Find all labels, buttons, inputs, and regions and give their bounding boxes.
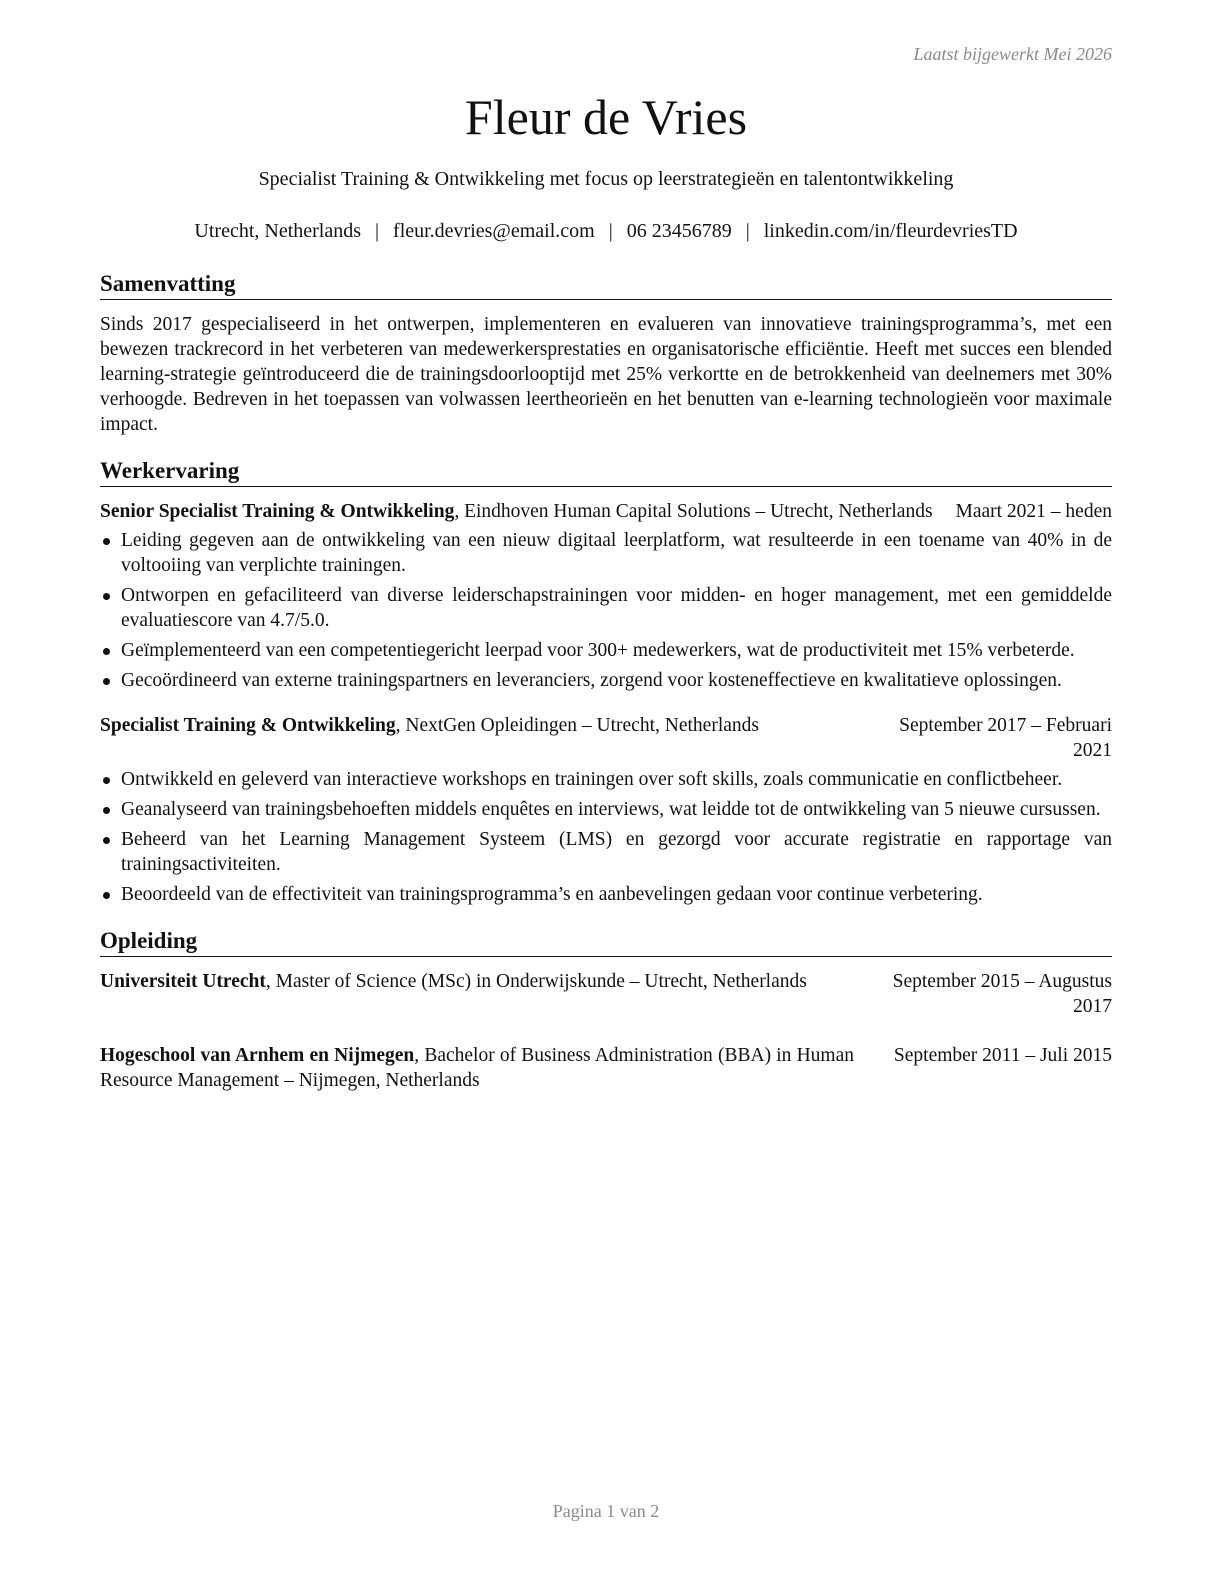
bullet-item: Beheerd van het Learning Management Systeem (LMS) en gezorgd voor accurate registratie en rapportage van trainingsactiviteiten. xyxy=(100,827,1112,877)
separator: | xyxy=(375,220,380,242)
education-dates: September 2015 – Augustus 2017 xyxy=(892,971,1112,1017)
bullet-item: Geanalyseerd van trainingsbehoeften middels enquêtes en interviews, wat leidde tot de ontwikkeling van 5 nieuwe cursussen. xyxy=(100,797,1112,822)
job-company: , Eindhoven Human Capital Solutions – Utrecht, Netherlands xyxy=(454,501,933,522)
bullet-item: Beoordeeld van de effectiviteit van trainingsprogramma’s en aanbevelingen gedaan voor continue verbetering. xyxy=(100,882,1112,907)
education-entry xyxy=(100,969,1112,1019)
education-section xyxy=(100,927,1112,1093)
job-entry xyxy=(100,713,1112,907)
job-bullets xyxy=(100,528,1112,693)
bullet-item: Ontworpen en gefaciliteerd van diverse leiderschapstrainingen voor midden- en hoger management, met een gemiddelde evaluatiescore van 4.7/5.0. xyxy=(100,583,1112,633)
summary-text: Sinds 2017 gespecialiseerd in het ontwerpen, implementeren en evalueren van innovatieve trainingsprogramma’s, met een bewezen trackrecord in het verbeteren van medewerkersprestaties en organisatorische efficiëntie. Heeft met succes een blended learning-strategie geïntroduceerd die de trainingsdoorlooptijd met 25% verkortte en de betrokkenheid van deelnemers met 30% verhoogde. Bedreven in het toepassen van volwassen leertheorieën en het benutten van e-learning technologieën voor maximale impact. xyxy=(100,314,1112,435)
job-role: Senior Specialist Training & Ontwikkeling xyxy=(100,501,455,522)
job-header xyxy=(100,499,1112,524)
separator: | xyxy=(745,220,750,242)
job-entry xyxy=(100,499,1112,693)
headline: Specialist Training & Ontwikkeling met focus op leerstrategieën en talentontwikkeling xyxy=(258,168,954,190)
job-title-line xyxy=(100,499,938,524)
job-bullets xyxy=(100,767,1112,907)
contact-location: Utrecht, Netherlands xyxy=(194,220,362,242)
education-line xyxy=(100,969,854,994)
education-line xyxy=(100,1043,854,1093)
separator: | xyxy=(608,220,613,242)
page-number: Pagina 1 van 2 xyxy=(552,1501,660,1521)
section-title-education: Opleiding xyxy=(100,927,1112,957)
summary-section xyxy=(100,270,1112,437)
job-dates: Maart 2021 – heden xyxy=(955,501,1112,522)
bullet-item: Geïmplementeerd van een competentiegericht leerpad voor 300+ medewerkers, wat de productiviteit met 15% verbeterde. xyxy=(100,638,1112,663)
section-title-summary: Samenvatting xyxy=(100,270,1112,300)
resume-page xyxy=(100,0,1112,1584)
job-title-line xyxy=(100,713,854,738)
candidate-name: Fleur de Vries xyxy=(464,89,748,145)
contact-linkedin[interactable]: linkedin.com/in/fleurdevriesTD xyxy=(763,220,1018,242)
education-detail: , Master of Science (MSc) in Onderwijskunde – Utrecht, Netherlands xyxy=(265,971,807,992)
resume-content xyxy=(100,270,1112,1117)
education-dates: September 2011 – Juli 2015 xyxy=(893,1045,1112,1066)
education-school: Universiteit Utrecht xyxy=(100,971,266,992)
section-title-experience: Werkervaring xyxy=(100,457,1112,487)
bullet-item: Ontwikkeld en geleverd van interactieve workshops en trainingen over soft skills, zoals communicatie en conflictbeheer. xyxy=(100,767,1112,792)
last-updated: Laatst bijgewerkt Mei 2026 xyxy=(913,44,1112,64)
education-entry xyxy=(100,1043,1112,1093)
education-detail: , Bachelor of Business Administration (BBA) in Human Resource Management – Nijmegen, Netherlands xyxy=(100,1045,854,1091)
experience-section xyxy=(100,457,1112,907)
job-role: Specialist Training & Ontwikkeling xyxy=(100,715,396,736)
job-dates: September 2017 – Februari 2021 xyxy=(899,715,1112,761)
job-header xyxy=(100,713,1112,763)
education-school: Hogeschool van Arnhem en Nijmegen xyxy=(100,1045,415,1066)
contact-phone[interactable]: 06 23456789 xyxy=(626,220,732,242)
contact-line xyxy=(100,219,1112,243)
bullet-item: Gecoördineerd van externe trainingspartners en leveranciers, zorgend voor kosteneffectieve en kwalitatieve oplossingen. xyxy=(100,668,1112,693)
job-company: , NextGen Opleidingen – Utrecht, Netherlands xyxy=(395,715,759,736)
bullet-item: Leiding gegeven aan de ontwikkeling van een nieuw digitaal leerplatform, wat resulteerde in een toename van 40% in de voltooiing van verplichte trainingen. xyxy=(100,528,1112,578)
contact-email[interactable]: fleur.devries@email.com xyxy=(393,220,595,242)
